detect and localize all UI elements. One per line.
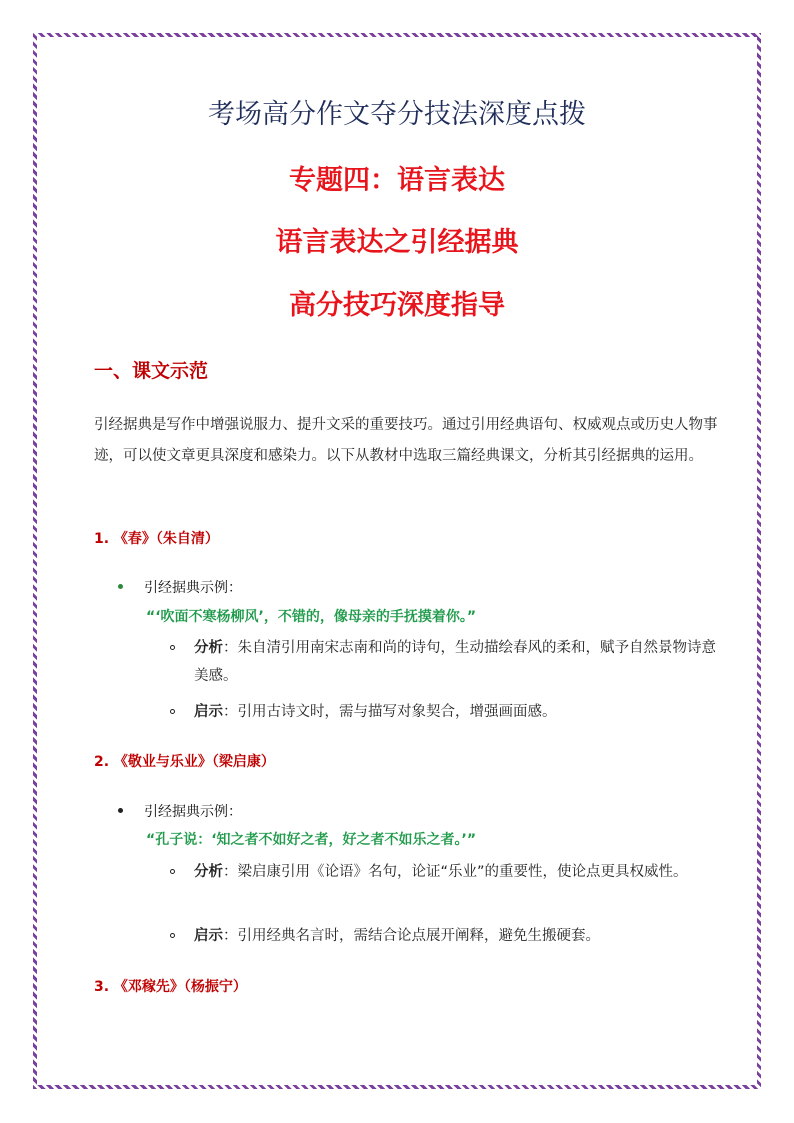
insight-item-2 — [170, 922, 722, 950]
circle-bullet-icon — [170, 933, 175, 938]
example-bullet-1 — [118, 577, 242, 597]
example-bullet-2 — [118, 801, 242, 821]
section-heading: 一、课文示范 — [94, 360, 209, 382]
bullet-label: 引经据典示例： — [144, 804, 242, 820]
insight-label: 启示 — [194, 704, 223, 720]
insight-item-1 — [170, 698, 722, 726]
insight-label: 启示 — [194, 928, 223, 944]
example-heading-2: 2. 《敬业与乐业》（梁启康） — [94, 754, 275, 770]
insight-text: ：引用经典名言时，需结合论点展开阐释，避免生搬硬套。 — [223, 928, 600, 944]
analysis-label: 分析 — [194, 640, 223, 656]
guide-title: 高分技巧深度指导 — [289, 290, 505, 321]
intro-paragraph: 引经据典是写作中增强说服力、提升文采的重要技巧。通过引用经典语句、权威观点或历史人物事迹，可以使文章更具深度和感染力。以下从教材中选取三篇经典课文，分析其引经据典的运用。 — [94, 417, 718, 464]
bullet-dot-icon — [118, 584, 123, 589]
analysis-text: ：梁启康引用《论语》名句，论证“乐业”的重要性，使论点更具权威性。 — [223, 864, 688, 880]
circle-bullet-icon — [170, 869, 175, 874]
example-heading-3: 3. 《邓稼先》（杨振宁） — [94, 979, 247, 995]
bullet-dot-icon — [118, 808, 123, 813]
example-quote-2: “孔子说：‘知之者不如好之者，好之者不如乐之者。’” — [146, 832, 477, 848]
bullet-label: 引经据典示例： — [144, 580, 242, 596]
document-title: 考场高分作文夺分技法深度点拨 — [208, 99, 586, 130]
circle-bullet-icon — [170, 709, 175, 714]
insight-text: ：引用古诗文时，需与描写对象契合，增强画面感。 — [223, 704, 557, 720]
analysis-item-1 — [170, 634, 722, 690]
topic-title: 专题四：语言表达 — [289, 165, 505, 196]
analysis-label: 分析 — [194, 864, 223, 880]
analysis-item-2 — [170, 858, 722, 886]
circle-bullet-icon — [170, 645, 175, 650]
example-heading-1: 1. 《春》（朱自清） — [94, 531, 219, 547]
subtopic-title: 语言表达之引经据典 — [275, 227, 519, 258]
example-quote-1: “‘吹面不寒杨柳风’，不错的，像母亲的手抚摸着你。” — [146, 609, 477, 625]
analysis-text: ：朱自清引用南宋志南和尚的诗句，生动描绘春风的柔和，赋予自然景物诗意美感。 — [194, 640, 716, 684]
